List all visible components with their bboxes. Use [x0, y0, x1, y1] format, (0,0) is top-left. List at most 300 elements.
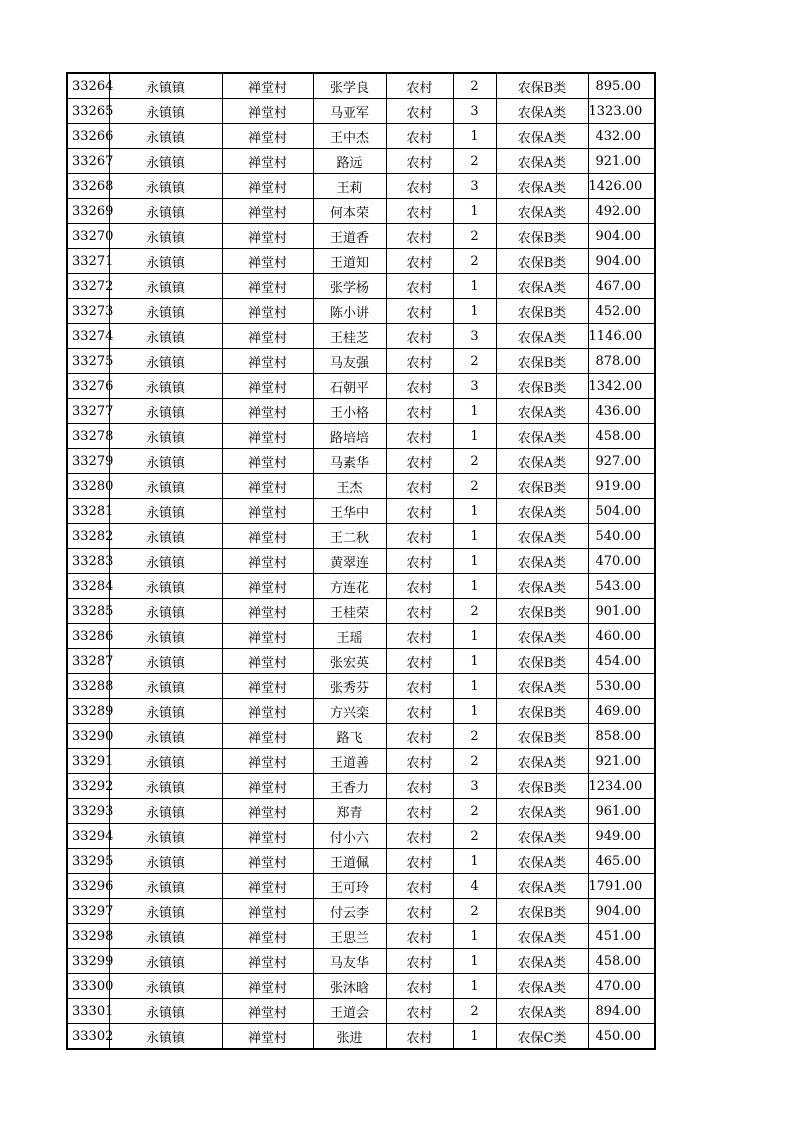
- cell-name: 路远: [313, 149, 386, 174]
- cell-amount: 858.00: [588, 724, 655, 749]
- cell-count: 3: [453, 174, 496, 199]
- cell-category: 农保B类: [496, 374, 588, 399]
- cell-count: 2: [453, 349, 496, 374]
- cell-category: 农保A类: [496, 974, 588, 999]
- table-row: [67, 349, 655, 374]
- cell-area: 农村: [386, 399, 453, 424]
- table-body: [67, 73, 655, 1049]
- table-row: [67, 449, 655, 474]
- cell-village: 禅堂村: [222, 774, 313, 799]
- cell-area: 农村: [386, 824, 453, 849]
- cell-id: 33286: [67, 624, 109, 649]
- cell-id: 33267: [67, 149, 109, 174]
- cell-category: 农保B类: [496, 649, 588, 674]
- table-row: [67, 524, 655, 549]
- cell-name: 王道佩: [313, 849, 386, 874]
- cell-village: 禅堂村: [222, 73, 313, 99]
- cell-category: 农保B类: [496, 249, 588, 274]
- cell-count: 2: [453, 149, 496, 174]
- cell-town: 永镇镇: [109, 799, 222, 824]
- table-row: [67, 974, 655, 999]
- cell-village: 禅堂村: [222, 274, 313, 299]
- table-row: [67, 149, 655, 174]
- cell-count: 1: [453, 699, 496, 724]
- cell-town: 永镇镇: [109, 599, 222, 624]
- table-row: [67, 874, 655, 899]
- cell-amount: 1146.00: [588, 324, 655, 349]
- cell-id: 33288: [67, 674, 109, 699]
- cell-area: 农村: [386, 224, 453, 249]
- cell-name: 王桂芝: [313, 324, 386, 349]
- cell-name: 方连花: [313, 574, 386, 599]
- cell-category: 农保A类: [496, 449, 588, 474]
- cell-amount: 921.00: [588, 149, 655, 174]
- cell-area: 农村: [386, 99, 453, 124]
- cell-village: 禅堂村: [222, 199, 313, 224]
- cell-amount: 895.00: [588, 73, 655, 99]
- cell-name: 王道知: [313, 249, 386, 274]
- table-row: [67, 549, 655, 574]
- cell-name: 张学良: [313, 73, 386, 99]
- cell-town: 永镇镇: [109, 399, 222, 424]
- cell-id: 33301: [67, 999, 109, 1024]
- cell-area: 农村: [386, 149, 453, 174]
- cell-amount: 1342.00: [588, 374, 655, 399]
- table-row: [67, 649, 655, 674]
- cell-village: 禅堂村: [222, 724, 313, 749]
- cell-amount: 504.00: [588, 499, 655, 524]
- table-row: [67, 699, 655, 724]
- cell-id: 33294: [67, 824, 109, 849]
- cell-village: 禅堂村: [222, 574, 313, 599]
- cell-village: 禅堂村: [222, 974, 313, 999]
- cell-id: 33290: [67, 724, 109, 749]
- cell-count: 2: [453, 599, 496, 624]
- cell-town: 永镇镇: [109, 324, 222, 349]
- cell-area: 农村: [386, 799, 453, 824]
- cell-count: 2: [453, 749, 496, 774]
- table-row: [67, 399, 655, 424]
- cell-id: 33298: [67, 924, 109, 949]
- cell-id: 33273: [67, 299, 109, 324]
- cell-id: 33271: [67, 249, 109, 274]
- cell-name: 马亚军: [313, 99, 386, 124]
- cell-id: 33285: [67, 599, 109, 624]
- cell-name: 张进: [313, 1024, 386, 1050]
- cell-category: 农保A类: [496, 874, 588, 899]
- table-row: [67, 474, 655, 499]
- cell-name: 方兴栾: [313, 699, 386, 724]
- cell-town: 永镇镇: [109, 574, 222, 599]
- cell-amount: 436.00: [588, 399, 655, 424]
- table-row: [67, 999, 655, 1024]
- cell-amount: 1426.00: [588, 174, 655, 199]
- cell-count: 3: [453, 774, 496, 799]
- cell-count: 1: [453, 574, 496, 599]
- cell-category: 农保A类: [496, 199, 588, 224]
- cell-area: 农村: [386, 474, 453, 499]
- table-row: [67, 274, 655, 299]
- cell-category: 农保A类: [496, 399, 588, 424]
- cell-id: 33284: [67, 574, 109, 599]
- table-row: [67, 624, 655, 649]
- cell-name: 王莉: [313, 174, 386, 199]
- cell-id: 33282: [67, 524, 109, 549]
- cell-town: 永镇镇: [109, 249, 222, 274]
- cell-count: 1: [453, 399, 496, 424]
- table-row: [67, 324, 655, 349]
- cell-name: 王瑶: [313, 624, 386, 649]
- cell-name: 石朝平: [313, 374, 386, 399]
- cell-amount: 927.00: [588, 449, 655, 474]
- cell-town: 永镇镇: [109, 774, 222, 799]
- cell-town: 永镇镇: [109, 524, 222, 549]
- cell-amount: 949.00: [588, 824, 655, 849]
- cell-count: 1: [453, 524, 496, 549]
- cell-village: 禅堂村: [222, 424, 313, 449]
- cell-town: 永镇镇: [109, 1024, 222, 1050]
- cell-count: 1: [453, 674, 496, 699]
- cell-name: 王二秋: [313, 524, 386, 549]
- table-row: [67, 749, 655, 774]
- cell-name: 王桂荣: [313, 599, 386, 624]
- cell-id: 33280: [67, 474, 109, 499]
- cell-name: 马友强: [313, 349, 386, 374]
- cell-name: 王道香: [313, 224, 386, 249]
- cell-village: 禅堂村: [222, 749, 313, 774]
- cell-id: 33291: [67, 749, 109, 774]
- cell-village: 禅堂村: [222, 949, 313, 974]
- cell-id: 33295: [67, 849, 109, 874]
- cell-village: 禅堂村: [222, 349, 313, 374]
- table-row: [67, 249, 655, 274]
- cell-area: 农村: [386, 124, 453, 149]
- cell-village: 禅堂村: [222, 374, 313, 399]
- cell-town: 永镇镇: [109, 549, 222, 574]
- cell-count: 3: [453, 99, 496, 124]
- cell-count: 1: [453, 299, 496, 324]
- cell-village: 禅堂村: [222, 674, 313, 699]
- table-row: [67, 599, 655, 624]
- cell-village: 禅堂村: [222, 474, 313, 499]
- cell-category: 农保A类: [496, 949, 588, 974]
- cell-count: 1: [453, 549, 496, 574]
- cell-area: 农村: [386, 674, 453, 699]
- cell-town: 永镇镇: [109, 699, 222, 724]
- cell-category: 农保A类: [496, 174, 588, 199]
- cell-name: 陈小讲: [313, 299, 386, 324]
- cell-id: 33287: [67, 649, 109, 674]
- cell-count: 2: [453, 249, 496, 274]
- cell-amount: 467.00: [588, 274, 655, 299]
- cell-area: 农村: [386, 749, 453, 774]
- cell-name: 路培培: [313, 424, 386, 449]
- cell-id: 33274: [67, 324, 109, 349]
- cell-name: 王杰: [313, 474, 386, 499]
- cell-area: 农村: [386, 899, 453, 924]
- cell-category: 农保B类: [496, 899, 588, 924]
- table-row: [67, 99, 655, 124]
- cell-amount: 904.00: [588, 224, 655, 249]
- cell-name: 王可玲: [313, 874, 386, 899]
- cell-category: 农保A类: [496, 924, 588, 949]
- cell-amount: 452.00: [588, 299, 655, 324]
- cell-area: 农村: [386, 349, 453, 374]
- cell-count: 1: [453, 949, 496, 974]
- cell-village: 禅堂村: [222, 874, 313, 899]
- cell-town: 永镇镇: [109, 424, 222, 449]
- cell-category: 农保A类: [496, 499, 588, 524]
- cell-area: 农村: [386, 724, 453, 749]
- cell-amount: 454.00: [588, 649, 655, 674]
- cell-count: 1: [453, 649, 496, 674]
- table-row: [67, 924, 655, 949]
- table-row: [67, 724, 655, 749]
- cell-area: 农村: [386, 199, 453, 224]
- cell-amount: 894.00: [588, 999, 655, 1024]
- cell-amount: 904.00: [588, 899, 655, 924]
- cell-area: 农村: [386, 874, 453, 899]
- cell-category: 农保A类: [496, 124, 588, 149]
- cell-category: 农保B类: [496, 699, 588, 724]
- cell-count: 1: [453, 849, 496, 874]
- cell-amount: 470.00: [588, 974, 655, 999]
- cell-village: 禅堂村: [222, 899, 313, 924]
- cell-count: 2: [453, 449, 496, 474]
- cell-name: 王思兰: [313, 924, 386, 949]
- cell-area: 农村: [386, 73, 453, 99]
- cell-count: 1: [453, 424, 496, 449]
- cell-count: 2: [453, 799, 496, 824]
- cell-area: 农村: [386, 849, 453, 874]
- cell-count: 3: [453, 374, 496, 399]
- table-row: [67, 224, 655, 249]
- cell-category: 农保A类: [496, 324, 588, 349]
- table-row: [67, 424, 655, 449]
- cell-category: 农保A类: [496, 274, 588, 299]
- cell-town: 永镇镇: [109, 274, 222, 299]
- cell-category: 农保B类: [496, 224, 588, 249]
- cell-town: 永镇镇: [109, 649, 222, 674]
- cell-count: 1: [453, 499, 496, 524]
- cell-area: 农村: [386, 274, 453, 299]
- cell-id: 33297: [67, 899, 109, 924]
- cell-category: 农保B类: [496, 73, 588, 99]
- cell-category: 农保B类: [496, 774, 588, 799]
- cell-amount: 470.00: [588, 549, 655, 574]
- cell-count: 4: [453, 874, 496, 899]
- cell-id: 33289: [67, 699, 109, 724]
- cell-amount: 432.00: [588, 124, 655, 149]
- cell-id: 33264: [67, 73, 109, 99]
- cell-count: 1: [453, 924, 496, 949]
- cell-id: 33283: [67, 549, 109, 574]
- cell-town: 永镇镇: [109, 674, 222, 699]
- cell-count: 2: [453, 224, 496, 249]
- cell-name: 王香力: [313, 774, 386, 799]
- cell-category: 农保A类: [496, 424, 588, 449]
- cell-id: 33269: [67, 199, 109, 224]
- cell-amount: 460.00: [588, 624, 655, 649]
- cell-village: 禅堂村: [222, 149, 313, 174]
- cell-village: 禅堂村: [222, 849, 313, 874]
- cell-town: 永镇镇: [109, 974, 222, 999]
- cell-name: 付小六: [313, 824, 386, 849]
- table-row: [67, 949, 655, 974]
- cell-name: 王道会: [313, 999, 386, 1024]
- cell-area: 农村: [386, 1024, 453, 1050]
- table-row: [67, 124, 655, 149]
- cell-amount: 1234.00: [588, 774, 655, 799]
- cell-amount: 492.00: [588, 199, 655, 224]
- cell-amount: 458.00: [588, 949, 655, 974]
- cell-count: 2: [453, 824, 496, 849]
- cell-town: 永镇镇: [109, 149, 222, 174]
- cell-town: 永镇镇: [109, 749, 222, 774]
- cell-village: 禅堂村: [222, 224, 313, 249]
- cell-town: 永镇镇: [109, 374, 222, 399]
- cell-town: 永镇镇: [109, 449, 222, 474]
- table-row: [67, 199, 655, 224]
- cell-count: 3: [453, 324, 496, 349]
- cell-area: 农村: [386, 174, 453, 199]
- cell-category: 农保B类: [496, 349, 588, 374]
- cell-area: 农村: [386, 699, 453, 724]
- table-row: [67, 799, 655, 824]
- cell-area: 农村: [386, 624, 453, 649]
- cell-id: 33278: [67, 424, 109, 449]
- cell-amount: 904.00: [588, 249, 655, 274]
- cell-id: 33265: [67, 99, 109, 124]
- cell-village: 禅堂村: [222, 299, 313, 324]
- cell-village: 禅堂村: [222, 699, 313, 724]
- cell-id: 33292: [67, 774, 109, 799]
- cell-id: 33302: [67, 1024, 109, 1050]
- cell-category: 农保A类: [496, 999, 588, 1024]
- cell-count: 1: [453, 1024, 496, 1050]
- cell-amount: 450.00: [588, 1024, 655, 1050]
- cell-id: 33293: [67, 799, 109, 824]
- cell-amount: 465.00: [588, 849, 655, 874]
- cell-amount: 961.00: [588, 799, 655, 824]
- cell-count: 1: [453, 274, 496, 299]
- cell-category: 农保A类: [496, 149, 588, 174]
- cell-id: 33277: [67, 399, 109, 424]
- cell-category: 农保A类: [496, 674, 588, 699]
- table-row: [67, 849, 655, 874]
- cell-amount: 901.00: [588, 599, 655, 624]
- cell-town: 永镇镇: [109, 874, 222, 899]
- cell-category: 农保A类: [496, 849, 588, 874]
- cell-name: 马友华: [313, 949, 386, 974]
- cell-id: 33266: [67, 124, 109, 149]
- cell-amount: 919.00: [588, 474, 655, 499]
- cell-category: 农保A类: [496, 799, 588, 824]
- cell-town: 永镇镇: [109, 474, 222, 499]
- cell-name: 王道善: [313, 749, 386, 774]
- cell-area: 农村: [386, 949, 453, 974]
- cell-name: 路飞: [313, 724, 386, 749]
- table-row: [67, 174, 655, 199]
- cell-village: 禅堂村: [222, 824, 313, 849]
- table-row: [67, 73, 655, 99]
- cell-town: 永镇镇: [109, 299, 222, 324]
- cell-town: 永镇镇: [109, 174, 222, 199]
- table-row: [67, 299, 655, 324]
- cell-id: 33300: [67, 974, 109, 999]
- cell-name: 张宏英: [313, 649, 386, 674]
- cell-town: 永镇镇: [109, 73, 222, 99]
- cell-amount: 530.00: [588, 674, 655, 699]
- cell-area: 农村: [386, 499, 453, 524]
- cell-village: 禅堂村: [222, 324, 313, 349]
- cell-town: 永镇镇: [109, 124, 222, 149]
- cell-category: 农保A类: [496, 624, 588, 649]
- cell-village: 禅堂村: [222, 524, 313, 549]
- table-row: [67, 674, 655, 699]
- cell-name: 郑青: [313, 799, 386, 824]
- table-row: [67, 1024, 655, 1050]
- cell-amount: 878.00: [588, 349, 655, 374]
- cell-amount: 451.00: [588, 924, 655, 949]
- cell-area: 农村: [386, 524, 453, 549]
- cell-amount: 1323.00: [588, 99, 655, 124]
- cell-amount: 543.00: [588, 574, 655, 599]
- cell-village: 禅堂村: [222, 799, 313, 824]
- cell-count: 1: [453, 124, 496, 149]
- cell-count: 2: [453, 724, 496, 749]
- cell-amount: 469.00: [588, 699, 655, 724]
- cell-count: 1: [453, 624, 496, 649]
- cell-town: 永镇镇: [109, 499, 222, 524]
- cell-id: 33268: [67, 174, 109, 199]
- cell-id: 33279: [67, 449, 109, 474]
- cell-id: 33281: [67, 499, 109, 524]
- cell-id: 33272: [67, 274, 109, 299]
- cell-amount: 458.00: [588, 424, 655, 449]
- cell-area: 农村: [386, 924, 453, 949]
- cell-area: 农村: [386, 324, 453, 349]
- cell-town: 永镇镇: [109, 999, 222, 1024]
- cell-category: 农保B类: [496, 599, 588, 624]
- records-table: [66, 72, 656, 1050]
- cell-count: 1: [453, 974, 496, 999]
- cell-village: 禅堂村: [222, 124, 313, 149]
- cell-village: 禅堂村: [222, 449, 313, 474]
- cell-village: 禅堂村: [222, 649, 313, 674]
- cell-amount: 921.00: [588, 749, 655, 774]
- cell-category: 农保B类: [496, 299, 588, 324]
- cell-village: 禅堂村: [222, 499, 313, 524]
- cell-town: 永镇镇: [109, 724, 222, 749]
- cell-category: 农保A类: [496, 749, 588, 774]
- cell-name: 王中杰: [313, 124, 386, 149]
- cell-village: 禅堂村: [222, 924, 313, 949]
- table-row: [67, 774, 655, 799]
- cell-category: 农保A类: [496, 574, 588, 599]
- cell-area: 农村: [386, 299, 453, 324]
- cell-category: 农保A类: [496, 824, 588, 849]
- cell-category: 农保A类: [496, 524, 588, 549]
- cell-town: 永镇镇: [109, 949, 222, 974]
- cell-village: 禅堂村: [222, 249, 313, 274]
- cell-town: 永镇镇: [109, 624, 222, 649]
- cell-village: 禅堂村: [222, 99, 313, 124]
- cell-town: 永镇镇: [109, 849, 222, 874]
- cell-category: 农保A类: [496, 99, 588, 124]
- cell-village: 禅堂村: [222, 174, 313, 199]
- cell-id: 33276: [67, 374, 109, 399]
